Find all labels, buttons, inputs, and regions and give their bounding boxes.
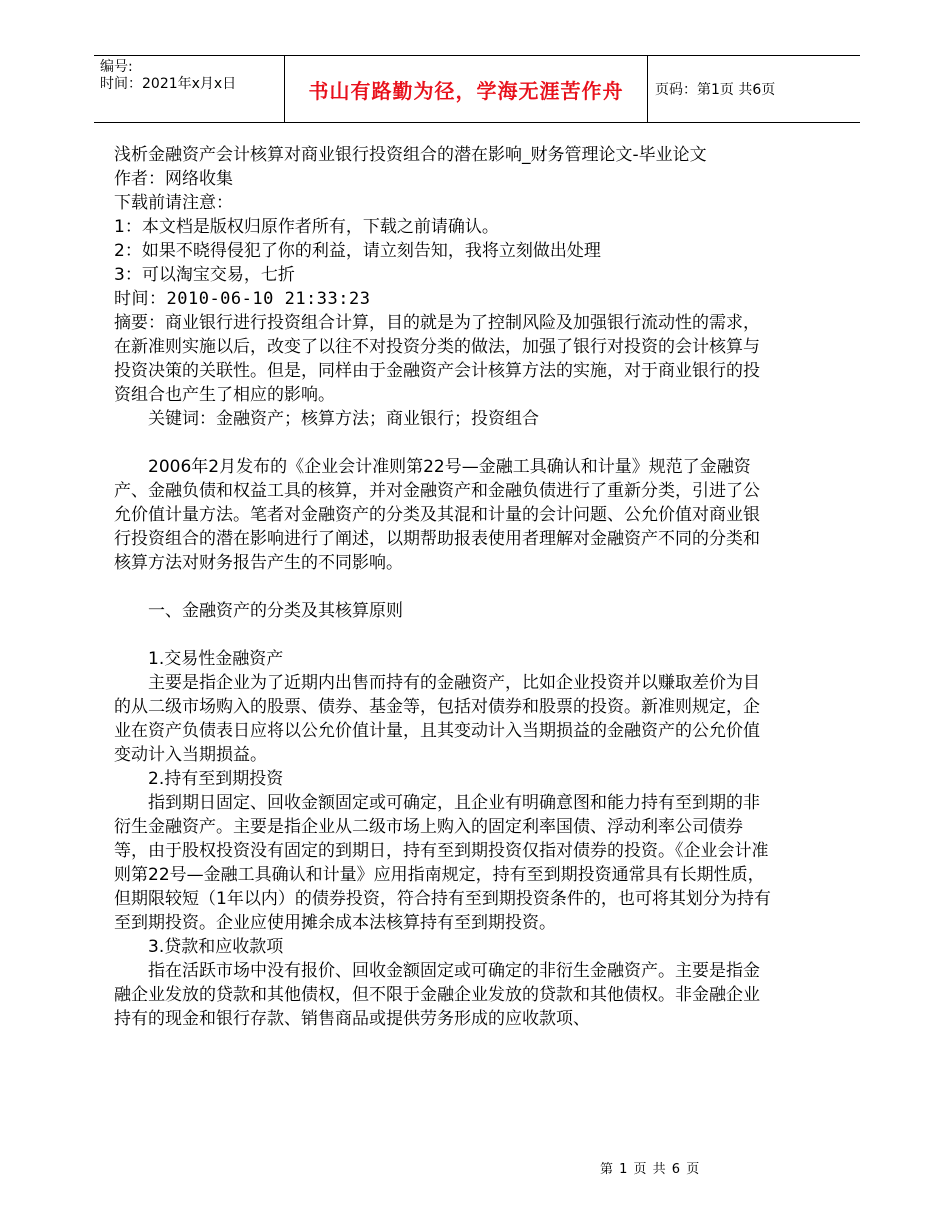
publish-time: 时间：2010-06-10 21:33:23: [114, 289, 371, 309]
notice-heading: 下载前请注意：: [114, 193, 233, 213]
header-motto: 书山有路勤为径，学海无涯苦作舟: [284, 56, 648, 122]
article-author: 作者：网络收集: [114, 169, 233, 189]
intro-paragraph: 2006年2月发布的《企业会计准则第22号—金融工具确认和计量》规范了金融资产、金融负债和权益工具的核算，并对金融资产和金融负债进行了重新分类，引进了公允价值计量方法。笔者对金融资产的分类及其混和计量的会计问题、公允价值对商业银行投资组合的潜在影响进行了阐述，以期帮助报表使用者理解对金融资产不同的分类和核算方法对财务报告产生的不同影响。: [114, 457, 760, 573]
notice-item-3: 3：可以淘宝交易，七折: [114, 265, 295, 285]
section-heading-1: 一、金融资产的分类及其核算原则: [148, 601, 403, 621]
header-page-info: 页码：第1页 共6页: [655, 82, 776, 98]
notice-item-2: 2：如果不晓得侵犯了你的利益，请立刻告知，我将立刻做出处理: [114, 241, 601, 261]
document-date: 时间：2021年x月x日: [100, 76, 237, 92]
notice-item-1: 1：本文档是版权归原作者所有，下载之前请确认。: [114, 217, 499, 237]
subsection-text-1: 主要是指企业为了近期内出售而持有的金融资产，比如企业投资并以赚取差价为目的从二级市场购入的股票、债券、基金等，包括对债券和股票的投资。新准则规定，企业在资产负债表日应将以公允价值计量，且其变动计入当期损益的金融资产的公允价值变动计入当期损益。: [114, 673, 760, 765]
header-left-cell: [94, 56, 284, 122]
article-title: 浅析金融资产会计核算对商业银行投资组合的潜在影响_财务管理论文-毕业论文: [114, 145, 707, 165]
subsection-heading-1: 1.交易性金融资产: [148, 649, 284, 669]
document-number-label: 编号:: [100, 59, 133, 75]
keywords: 关键词：金融资产；核算方法；商业银行；投资组合: [148, 409, 539, 429]
abstract: 摘要：商业银行进行投资组合计算，目的就是为了控制风险及加强银行流动性的需求，在新准则实施以后，改变了以往不对投资分类的做法，加强了银行对投资的会计核算与投资决策的关联性。但是，同样由于金融资产会计核算方法的实施，对于商业银行的投资组合也产生了相应的影响。: [114, 313, 760, 405]
subsection-heading-3: 3.贷款和应收款项: [148, 937, 284, 957]
subsection-text-2: 指到期日固定、回收金额固定或可确定，且企业有明确意图和能力持有至到期的非衍生金融资产。主要是指企业从二级市场上购入的固定利率国债、浮动利率公司债券等，由于股权投资没有固定的到期日，持有至到期投资仅指对债券的投资。《企业会计准则第22号—金融工具确认和计量》应用指南规定，持有至到期投资通常具有长期性质，但期限较短（1年以内）的债券投资，符合持有至到期投资条件的，也可将其划分为持有至到期投资。企业应使用摊余成本法核算持有至到期投资。: [114, 793, 771, 933]
page-header: [94, 55, 860, 123]
page-footer: 第 1 页 共 6 页: [600, 1162, 701, 1177]
subsection-heading-2: 2.持有至到期投资: [148, 769, 284, 789]
article-body: [114, 143, 774, 1031]
subsection-text-3: 指在活跃市场中没有报价、回收金额固定或可确定的非衍生金融资产。主要是指金融企业发放的贷款和其他债权，但不限于金融企业发放的贷款和其他债权。非金融企业持有的现金和银行存款、销售商品或提供劳务形成的应收款项、: [114, 961, 760, 1029]
